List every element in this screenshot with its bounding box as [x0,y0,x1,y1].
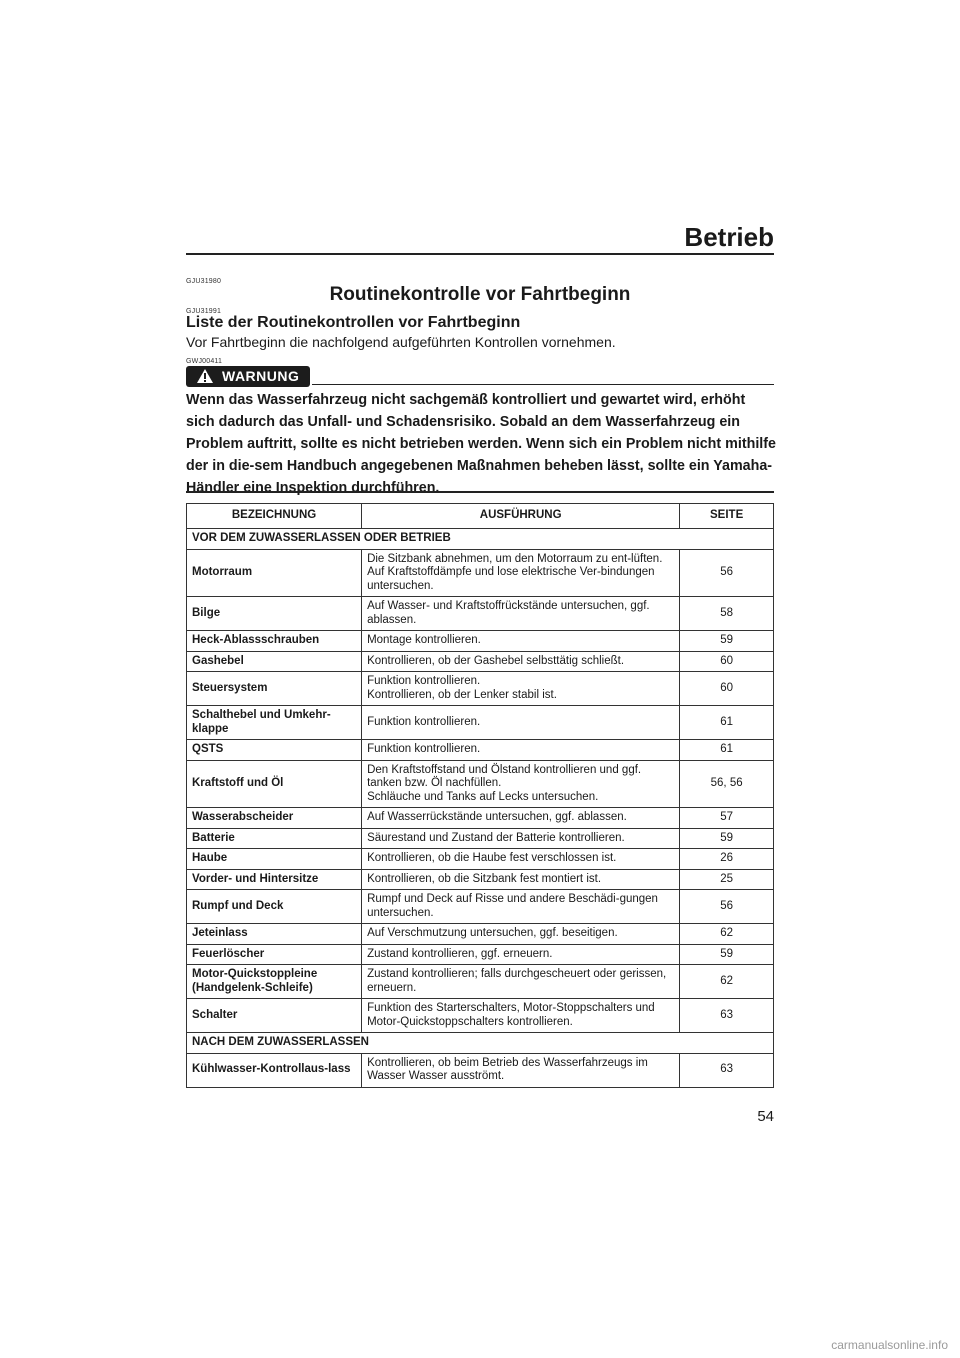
warning-triangle-icon [196,368,214,387]
table-header-row [187,504,774,529]
item-page-cell: 63 [680,1053,774,1087]
item-name-cell: Schalthebel und Umkehr-klappe [187,706,362,740]
table-section-label: VOR DEM ZUWASSERLASSEN ODER BETRIEB [187,529,774,550]
warning-label: WARNUNG [222,368,300,384]
table-section-label: NACH DEM ZUWASSERLASSEN [187,1033,774,1054]
item-page-cell: 58 [680,597,774,631]
item-page-cell: 59 [680,828,774,849]
item-description-cell: Rumpf und Deck auf Risse und andere Beschädi-gungen untersuchen. [362,890,680,924]
item-name-cell: Feuerlöscher [187,944,362,965]
warning-rule [312,384,774,385]
item-description-cell: Kontrollieren, ob der Gashebel selbsttätig schließt. [362,651,680,672]
item-description-cell: Säurestand und Zustand der Batterie kontrollieren. [362,828,680,849]
item-description-cell: Den Kraftstoffstand und Ölstand kontrollieren und ggf. tanken bzw. Öl nachfüllen. Schläuche und Tanks auf Lecks untersuchen. [362,760,680,808]
table-row [187,740,774,761]
table-section-row [187,1033,774,1054]
item-page-cell: 60 [680,651,774,672]
table-row [187,999,774,1033]
item-page-cell: 59 [680,944,774,965]
table-row [187,944,774,965]
item-name-cell: Kühlwasser-Kontrollaus-lass [187,1053,362,1087]
column-header-execution: AUSFÜHRUNG [362,504,680,529]
item-name-cell: Rumpf und Deck [187,890,362,924]
item-description-cell: Kontrollieren, ob beim Betrieb des Wasserfahrzeugs im Wasser Wasser ausströmt. [362,1053,680,1087]
header-rule [186,253,774,255]
item-page-cell: 59 [680,631,774,652]
chapter-title: Betrieb [684,222,774,252]
table-row [187,849,774,870]
item-description-cell: Die Sitzbank abnehmen, um den Motorraum zu ent-lüften. Auf Kraftstoffdämpfe und lose elektrische Ver-bindungen untersuchen. [362,549,680,597]
subsection-code: GJU31991 [186,308,222,315]
routine-check-table [186,503,774,1088]
item-name-cell: Wasserabscheider [187,808,362,829]
item-page-cell: 57 [680,808,774,829]
table-row [187,597,774,631]
item-name-cell: Bilge [187,597,362,631]
table-row [187,1053,774,1087]
item-name-cell: Motor-Quickstoppleine (Handgelenk-Schleife) [187,965,362,999]
item-description-cell: Auf Wasserrückstände untersuchen, ggf. ablassen. [362,808,680,829]
page-number: 54 [757,1108,774,1125]
section-code: GJU31980 [186,278,222,285]
item-name-cell: Motorraum [187,549,362,597]
section-title: Routinekontrolle vor Fahrtbeginn [329,284,631,305]
item-page-cell: 56, 56 [680,760,774,808]
subsection-title: Liste der Routinekontrollen vor Fahrtbeginn [186,314,521,331]
warning-text: Wenn das Wasserfahrzeug nicht sachgemäß kontrolliert und gewartet wird, erhöht sich dadurch das Unfall- und Schadensrisiko. Sobald an dem Wasserfahrzeug ein Problem auftritt, sollte es nicht betrieben werden. Wenn sich ein Problem nicht mithilfe der in die-sem Handbuch angegebenen Maßnahmen beheben lässt, sollte ein Yamaha-Händler eine Inspektion durchführen. [186,392,776,496]
item-description-cell: Kontrollieren, ob die Haube fest verschlossen ist. [362,849,680,870]
item-description-cell: Funktion kontrollieren. [362,706,680,740]
item-description-cell: Kontrollieren, ob die Sitzbank fest montiert ist. [362,869,680,890]
item-name-cell: Haube [187,849,362,870]
table-row [187,808,774,829]
item-name-cell: Heck-Ablassschrauben [187,631,362,652]
item-name-cell: Vorder- und Hintersitze [187,869,362,890]
item-description-cell: Montage kontrollieren. [362,631,680,652]
watermark: carmanualsonline.info [831,1338,948,1352]
item-name-cell: Steuersystem [187,672,362,706]
item-page-cell: 61 [680,706,774,740]
column-header-page: SEITE [680,504,774,529]
item-page-cell: 56 [680,549,774,597]
item-description-cell: Zustand kontrollieren; falls durchgescheuert oder gerissen, erneuern. [362,965,680,999]
table-row [187,965,774,999]
table-row [187,631,774,652]
item-name-cell: Batterie [187,828,362,849]
item-page-cell: 62 [680,965,774,999]
page-header [186,222,774,252]
table-row [187,706,774,740]
table-row [187,924,774,945]
item-page-cell: 25 [680,869,774,890]
item-page-cell: 26 [680,849,774,870]
warning-end-rule [186,491,774,493]
item-description-cell: Auf Wasser- und Kraftstoffrückstände untersuchen, ggf. ablassen. [362,597,680,631]
warning-code: GWJ00411 [186,358,223,365]
item-description-cell: Auf Verschmutzung untersuchen, ggf. beseitigen. [362,924,680,945]
item-name-cell: Gashebel [187,651,362,672]
item-description-cell: Funktion des Starterschalters, Motor-Stoppschalters und Motor-Quickstoppschalters kontrollieren. [362,999,680,1033]
table-row [187,760,774,808]
warning-badge [186,366,310,387]
item-description-cell: Funktion kontrollieren. Kontrollieren, ob der Lenker stabil ist. [362,672,680,706]
intro-text: Vor Fahrtbeginn die nachfolgend aufgeführten Kontrollen vornehmen. [186,334,616,350]
table-section-row [187,529,774,550]
item-page-cell: 62 [680,924,774,945]
table-row [187,549,774,597]
item-name-cell: QSTS [187,740,362,761]
item-page-cell: 56 [680,890,774,924]
column-header-name: BEZEICHNUNG [187,504,362,529]
item-page-cell: 60 [680,672,774,706]
table-row [187,890,774,924]
table-row [187,869,774,890]
item-name-cell: Schalter [187,999,362,1033]
table-row [187,828,774,849]
table-row [187,651,774,672]
item-page-cell: 61 [680,740,774,761]
item-description-cell: Zustand kontrollieren, ggf. erneuern. [362,944,680,965]
item-name-cell: Kraftstoff und Öl [187,760,362,808]
table-row [187,672,774,706]
item-name-cell: Jeteinlass [187,924,362,945]
item-description-cell: Funktion kontrollieren. [362,740,680,761]
item-page-cell: 63 [680,999,774,1033]
